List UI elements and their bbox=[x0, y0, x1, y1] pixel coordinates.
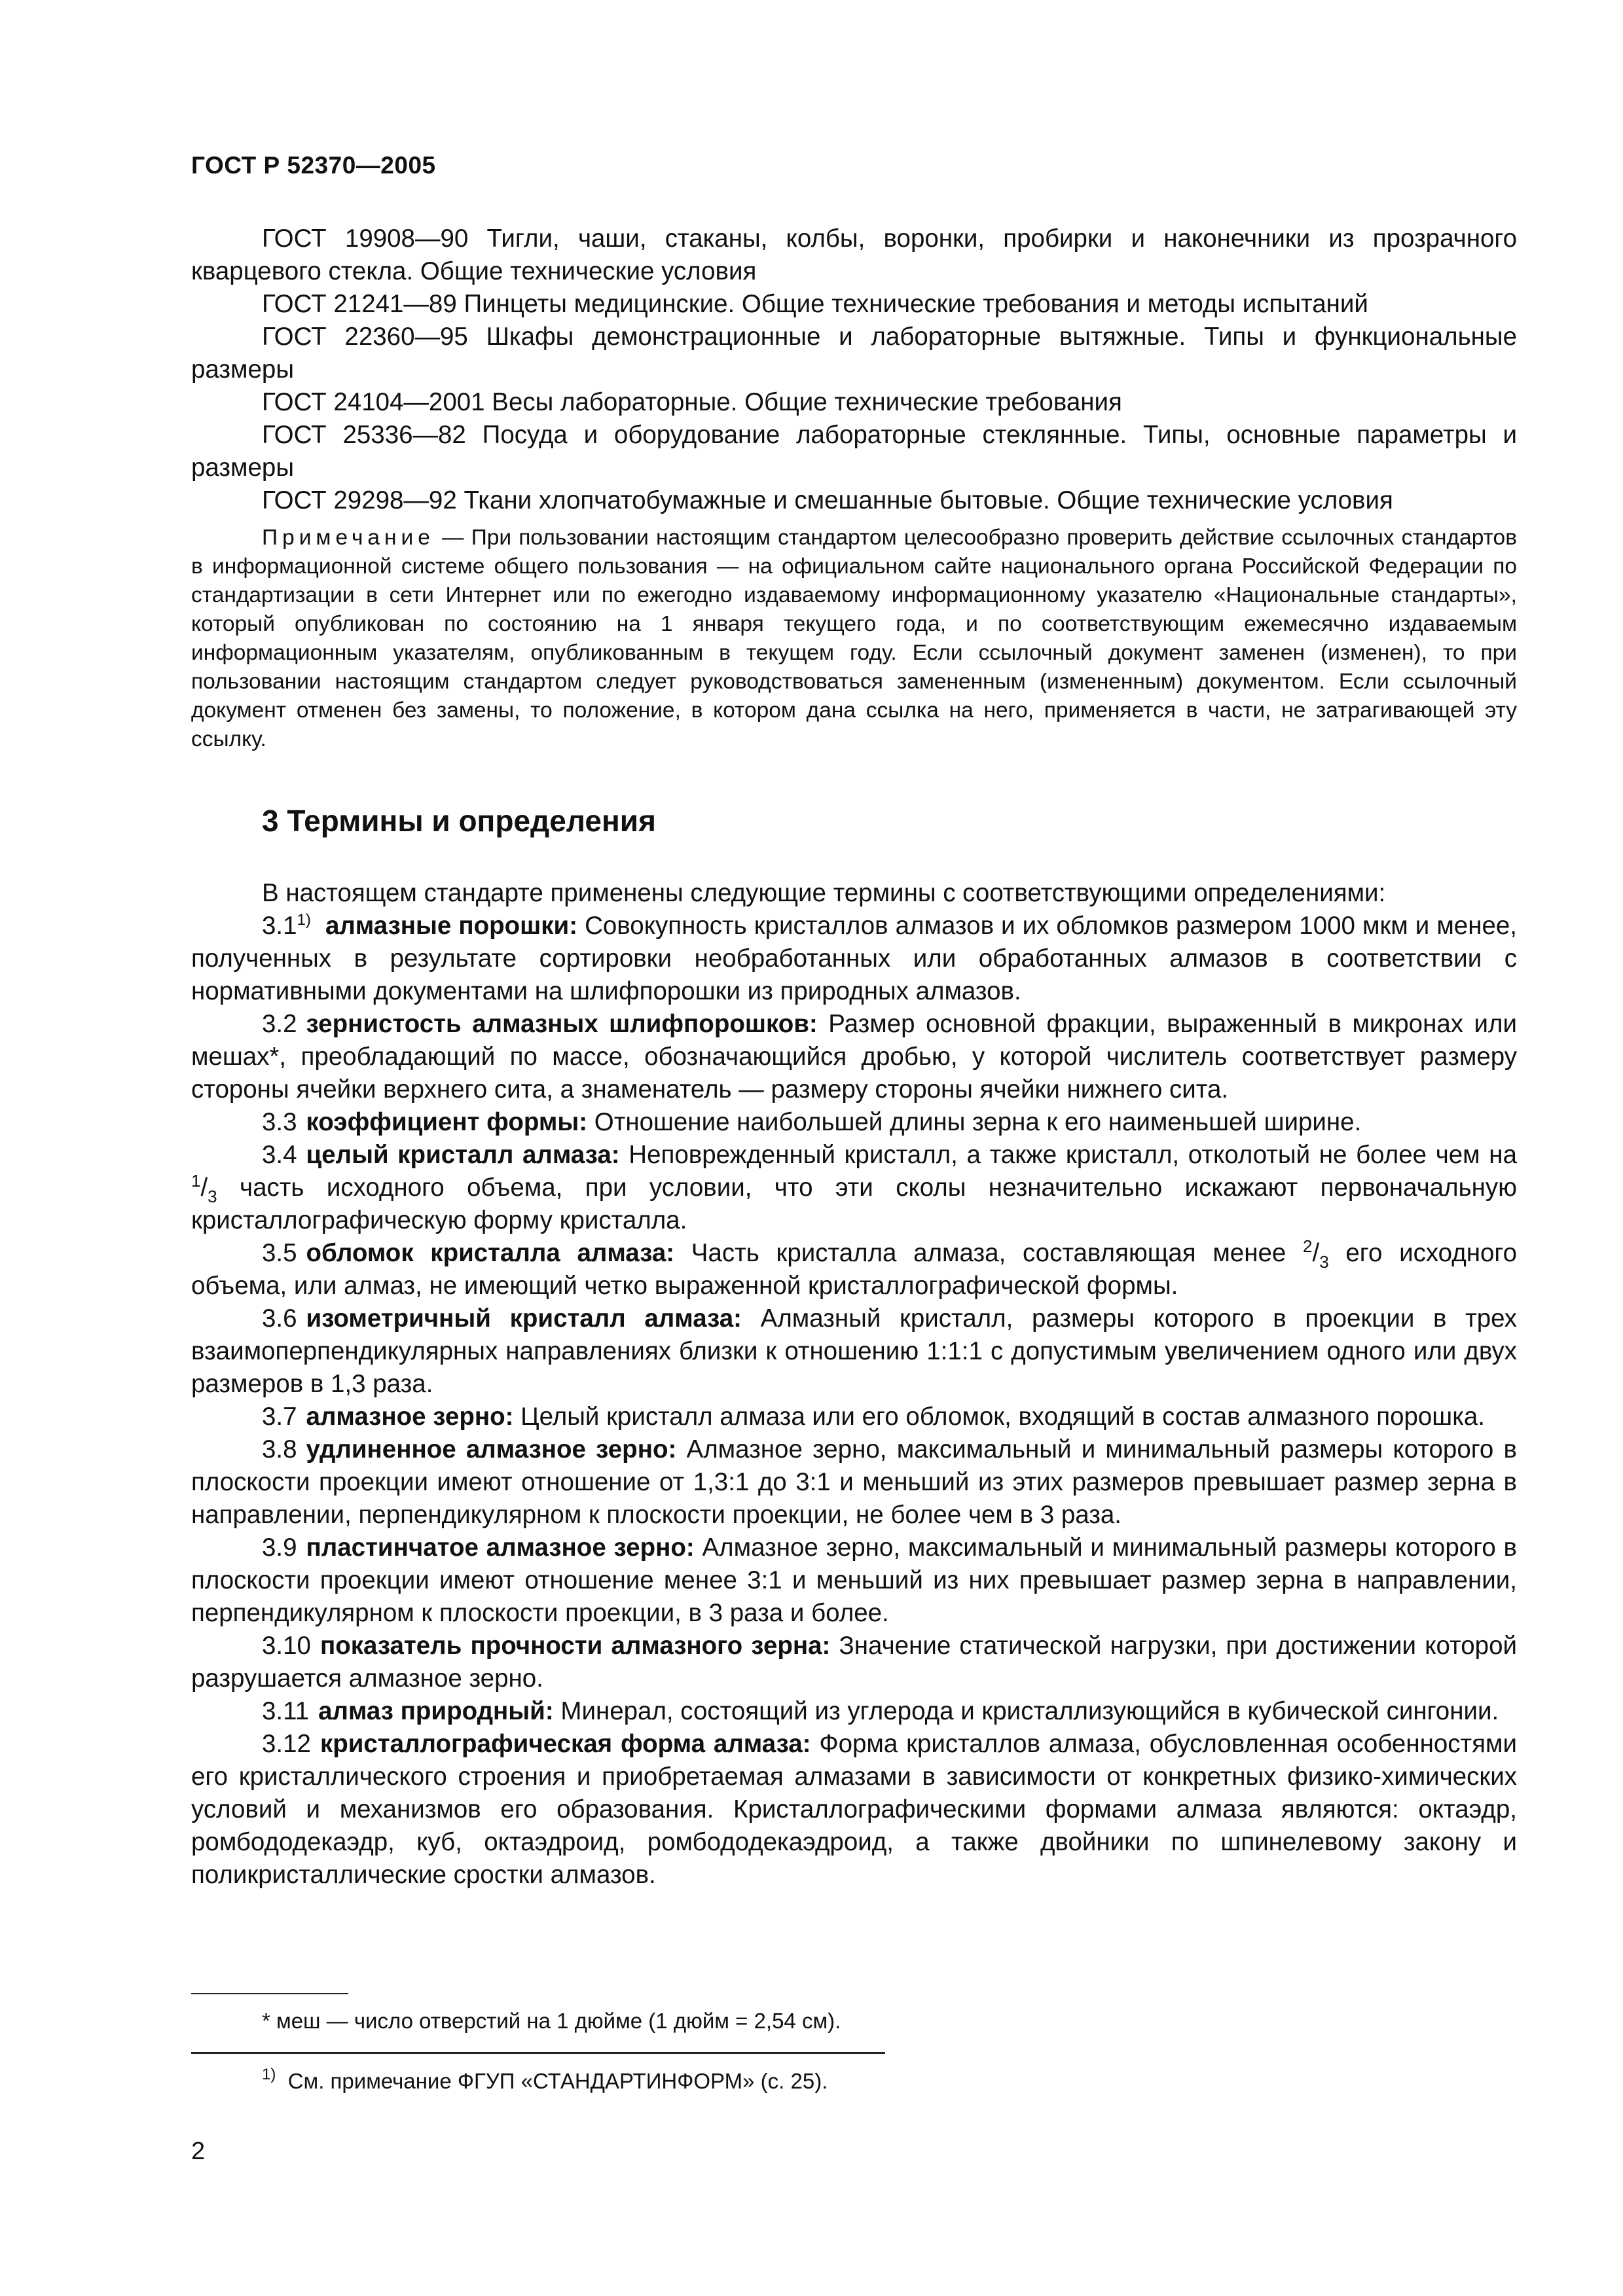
term-text: часть исходного объема, при условии, что эти сколы незначительно искажают первоначальную кристаллографическую форму кристалла. bbox=[191, 1174, 1517, 1234]
reference-title: Шкафы демонстрационные и лабораторные вытяжные. Типы и функциональные размеры bbox=[191, 323, 1517, 384]
term-text: Алмазное зерно, максимальный и минимальный размеры которого в плоскости проекции имеют отношение менее 3:1 и меньший из них превышает размер зерна в направлении, перпендикулярном к плоскости проекции, в 3 раза и более. bbox=[191, 1534, 1517, 1627]
term-number: 3.12 bbox=[262, 1730, 311, 1758]
term-number: 3.2 bbox=[262, 1010, 297, 1038]
reference-title: Пинцеты медицинские. Общие технические требования и методы испытаний bbox=[464, 290, 1368, 318]
footnote-divider-long bbox=[191, 2052, 885, 2054]
term-number: 3.1 bbox=[262, 912, 297, 940]
document-header: ГОСТ Р 52370—2005 bbox=[191, 152, 436, 179]
term-definition bbox=[191, 1433, 1517, 1532]
reference-title: Тигли, чаши, стаканы, колбы, воронки, пробирки и наконечники из прозрачного кварцевого стекла. Общие технические условия bbox=[191, 224, 1518, 285]
term-number: 3.6 bbox=[262, 1304, 297, 1333]
fraction-numerator: 2 bbox=[1303, 1236, 1313, 1256]
term-name: зернистость алмазных шлифпорошков: bbox=[306, 1010, 818, 1038]
term-text: Значение статической нагрузки, при достижении которой разрушается алмазное зерно. bbox=[191, 1632, 1517, 1693]
fraction-denominator: 3 bbox=[1319, 1252, 1329, 1272]
fraction: $^2/_3$ bbox=[1303, 1236, 1329, 1272]
term-text: Размер основной фракции, выраженный в микронах или мешах*, преобладающий по массе, обозначающийся дробью, у которой числитель соответствует размеру стороны ячейки верхнего сита, а знаменатель — размеру стороны ячейки нижнего сита. bbox=[191, 1010, 1517, 1103]
reference-number: ГОСТ 25336—82 bbox=[262, 421, 466, 449]
term-name: алмаз природный: bbox=[318, 1697, 554, 1725]
term-definition bbox=[191, 910, 1517, 1008]
footnote-marker: 1) bbox=[262, 2066, 276, 2083]
term-number: 3.8 bbox=[262, 1435, 297, 1463]
footnote-ref: 1) bbox=[297, 911, 311, 929]
term-definition bbox=[191, 1401, 1517, 1433]
reference-number: ГОСТ 29298—92 bbox=[262, 486, 457, 514]
term-name: изометричный кристалл алмаза: bbox=[306, 1304, 742, 1333]
reference-item bbox=[191, 419, 1517, 484]
term-number: 3.5 bbox=[262, 1239, 297, 1267]
term-text: Алмазный кристалл, размеры которого в проекции в трех взаимоперпендикулярных направлениях близки к отношению 1:1:1 с допустимым увеличением одного или двух размеров в 1,3 раза. bbox=[191, 1304, 1517, 1398]
term-name: пластинчатое алмазное зерно: bbox=[306, 1534, 695, 1562]
term-text: Неповрежденный кристалл, а также кристалл, отколотый не более чем на bbox=[629, 1141, 1517, 1169]
reference-item bbox=[191, 386, 1517, 419]
reference-item bbox=[191, 288, 1517, 321]
note-paragraph bbox=[191, 524, 1517, 754]
term-text: Форма кристаллов алмаза, обусловленная особенностями его кристаллического строения и приобретаемая алмазами в зависимости от конкретных физико-химических условий и механизмов его образования. Кристаллографическими формами алмаза являются: октаэдр, ромбододекаэдр, куб, октаэдроид, ромбододекаэдроид, а также двойники по шпинелевому закону и поликристаллические сростки алмазов. bbox=[191, 1730, 1517, 1889]
term-text: Отношение наибольшей длины зерна к его наименьшей ширине. bbox=[594, 1108, 1362, 1136]
reference-title: Посуда и оборудование лабораторные стеклянные. Типы, основные параметры и размеры bbox=[191, 421, 1517, 482]
page-content bbox=[191, 223, 1517, 1892]
reference-title: Весы лабораторные. Общие технические требования bbox=[492, 388, 1122, 416]
term-text: Целый кристалл алмаза или его обломок, входящий в состав алмазного порошка. bbox=[520, 1403, 1485, 1431]
reference-item bbox=[191, 484, 1517, 517]
term-definition bbox=[191, 1695, 1517, 1728]
term-name: целый кристалл алмаза: bbox=[306, 1141, 620, 1169]
term-definition bbox=[191, 1302, 1517, 1401]
term-number: 3.7 bbox=[262, 1403, 297, 1431]
term-text: Совокупность кристаллов алмазов и их обломков размером 1000 мкм и менее, полученных в результате сортировки необработанных или обработанных алмазов в соответствии с нормативными документами на шлифпорошки из природных алмазов. bbox=[191, 912, 1517, 1005]
term-number: 3.3 bbox=[262, 1108, 297, 1136]
term-text: Часть кристалла алмаза, составляющая менее bbox=[691, 1239, 1304, 1267]
footnote-text: См. примечание ФГУП «СТАНДАРТИНФОРМ» (с. 25). bbox=[287, 2069, 828, 2093]
term-text: Алмазное зерно, максимальный и минимальный размеры которого в плоскости проекции имеют отношение от 1,3:1 до 3:1 и меньший из этих размеров превышает размер зерна в направлении, перпендикулярном к плоскости проекции, не более чем в 3 раза. bbox=[191, 1435, 1518, 1529]
note-label: Примечание bbox=[262, 526, 435, 550]
footnote-mesh: * меш — число отверстий на 1 дюйме (1 дюйм = 2,54 см). bbox=[262, 2009, 841, 2033]
page-number: 2 bbox=[191, 2138, 206, 2165]
term-definition bbox=[191, 1630, 1517, 1695]
term-name: кристаллографическая форма алмаза: bbox=[319, 1730, 811, 1758]
term-definition bbox=[191, 1139, 1517, 1237]
term-definition bbox=[191, 1237, 1517, 1302]
term-text: его исходного объема, или алмаз, не имеющий четко выраженной кристаллографической формы. bbox=[191, 1239, 1517, 1300]
reference-item bbox=[191, 223, 1517, 288]
section-intro: В настоящем стандарте применены следующие термины с соответствующими определениями: bbox=[262, 879, 1386, 907]
term-definition bbox=[191, 1008, 1517, 1106]
term-definition bbox=[191, 1728, 1517, 1892]
term-name: показатель прочности алмазного зерна: bbox=[319, 1632, 831, 1660]
reference-number: ГОСТ 24104—2001 bbox=[262, 388, 485, 416]
footnote-divider-short bbox=[191, 1993, 348, 1994]
term-name: обломок кристалла алмаза: bbox=[306, 1239, 675, 1267]
reference-number: ГОСТ 22360—95 bbox=[262, 323, 468, 351]
term-name: коэффициент формы: bbox=[306, 1108, 588, 1136]
term-number: 3.9 bbox=[262, 1534, 297, 1562]
note-dash: — bbox=[434, 526, 471, 550]
note-text: При пользовании настоящим стандартом целесообразно проверить действие ссылочных стандартов в информационной системе общего пользования — на официальном сайте национального органа Российской Федерации по стандартизации в сети Интернет или по ежегодно издаваемому информационному указателю «Национальные стандарты», который опубликован по состоянию на 1 января текущего года, и по соответствующим ежемесячно издаваемым информационным указателям, опубликованным в текущем году. Если ссылочный документ заменен (изменен), то при пользовании настоящим стандартом следует руководствоваться замененным (измененным) документом. Если ссылочный документ отменен без замены, то положение, в котором дана ссылка на него, применяется в части, не затрагивающей эту ссылку. bbox=[191, 526, 1517, 751]
term-number: 3.10 bbox=[262, 1632, 311, 1660]
term-name: алмазные порошки: bbox=[325, 912, 578, 940]
reference-number: ГОСТ 19908—90 bbox=[262, 224, 469, 253]
term-text: Минерал, состоящий из углерода и кристаллизующийся в кубической сингонии. bbox=[560, 1697, 1499, 1725]
reference-item bbox=[191, 321, 1517, 386]
fraction: $^1/_3$ bbox=[191, 1171, 217, 1206]
term-number: 3.4 bbox=[262, 1141, 297, 1169]
term-name: алмазное зерно: bbox=[306, 1403, 514, 1431]
fraction-denominator: 3 bbox=[208, 1187, 217, 1206]
term-number: 3.11 bbox=[262, 1697, 310, 1725]
section-title: 3 Термины и определения bbox=[262, 804, 656, 838]
reference-number: ГОСТ 21241—89 bbox=[262, 290, 457, 318]
fraction-numerator: 1 bbox=[191, 1171, 201, 1191]
reference-title: Ткани хлопчатобумажные и смешанные бытовые. Общие технические условия bbox=[464, 486, 1393, 514]
term-name: удлиненное алмазное зерно: bbox=[306, 1435, 677, 1463]
term-definition bbox=[191, 1106, 1517, 1139]
footnote-standartinform bbox=[262, 2068, 828, 2094]
term-definition bbox=[191, 1532, 1517, 1630]
